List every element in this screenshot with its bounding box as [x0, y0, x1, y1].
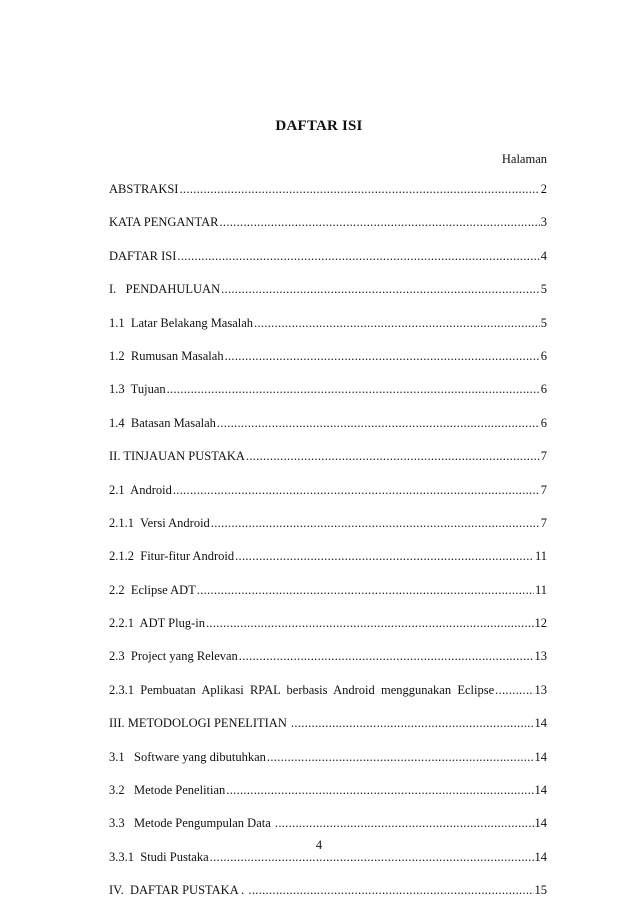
- toc-entry-label: ABSTRAKSI: [109, 182, 179, 196]
- toc-dot-leader: [235, 549, 534, 564]
- toc-dot-leader: [221, 282, 540, 297]
- toc-entry-page: 2: [540, 182, 547, 196]
- toc-entry: [109, 182, 547, 215]
- toc-entry-label: 2.2 Eclipse ADT: [109, 582, 196, 597]
- toc-entry: [109, 483, 547, 516]
- toc-entry: [109, 649, 547, 682]
- toc-entry-label: 2.1.1 Versi Android: [109, 515, 210, 530]
- toc-entry-page: 5: [540, 282, 547, 297]
- toc-entry-label: II. TINJAUAN PUSTAKA: [109, 449, 245, 464]
- toc-dot-leader: [246, 449, 540, 464]
- toc-entry: [109, 850, 547, 883]
- toc-entry-page: 6: [540, 348, 547, 363]
- toc-entry: [109, 583, 547, 616]
- toc-dot-leader: [254, 316, 540, 331]
- toc-entry-label: I. PENDAHULUAN: [109, 282, 221, 297]
- toc-entry-page: 14: [534, 783, 547, 798]
- toc-dot-leader: [495, 683, 533, 698]
- page-column-header: Halaman: [501, 152, 547, 166]
- toc-dot-leader: [197, 583, 534, 598]
- toc-dot-leader: [219, 215, 539, 230]
- toc-entry-page: 5: [540, 315, 547, 330]
- toc-entry-label: 1.4 Batasan Masalah: [109, 415, 216, 430]
- toc-entry-label: IV. DAFTAR PUSTAKA .: [109, 883, 248, 898]
- toc-dot-leader: [217, 416, 540, 431]
- toc-entry: [109, 215, 547, 248]
- toc-entry-label: 2.1.2 Fitur-fitur Android: [109, 549, 235, 564]
- toc-entry-page: 13: [534, 649, 547, 664]
- toc-entry: [109, 416, 547, 449]
- toc-dot-leader: [239, 649, 534, 664]
- toc-dot-leader: [211, 516, 540, 531]
- toc-entry-label: 3.2 Metode Penelitian: [109, 783, 226, 798]
- toc-entry: [109, 750, 547, 783]
- toc-dot-leader: [275, 816, 534, 831]
- toc-entry: [109, 716, 547, 749]
- toc-entry: [109, 549, 547, 582]
- toc-dot-leader: [225, 349, 540, 364]
- toc-entry: [109, 349, 547, 382]
- toc-entry-label: 1.1 Latar Belakang Masalah: [109, 315, 254, 330]
- toc-entry: [109, 883, 547, 916]
- toc-entry-label: 3.3.1 Studi Pustaka: [109, 849, 209, 864]
- toc-entry-page: 13: [534, 682, 547, 697]
- table-of-contents: [109, 182, 547, 917]
- toc-entry-label: 2.1 Android: [109, 482, 172, 497]
- toc-entry: [109, 616, 547, 649]
- toc-entry-page: 15: [534, 883, 547, 898]
- toc-entry: [109, 449, 547, 482]
- toc-entry-page: 14: [534, 749, 547, 764]
- toc-entry-page: 11: [534, 582, 547, 597]
- toc-entry-page: 7: [540, 482, 547, 497]
- toc-dot-leader: [173, 483, 540, 498]
- toc-entry-label: III. METODOLOGI PENELITIAN: [109, 716, 290, 731]
- toc-entry-label: 1.2 Rumusan Masalah: [109, 348, 224, 363]
- toc-dot-leader: [248, 883, 533, 898]
- toc-dot-leader: [206, 616, 534, 631]
- toc-entry: [109, 249, 547, 282]
- toc-entry-page: 14: [534, 716, 547, 731]
- toc-entry-label: 3.1 Software yang dibutuhkan: [109, 749, 266, 764]
- toc-entry-page: 7: [540, 449, 547, 464]
- toc-entry-label: 2.2.1 ADT Plug-in: [109, 616, 205, 631]
- toc-entry-page: 14: [534, 849, 547, 864]
- page-title: DAFTAR ISI: [275, 118, 363, 134]
- toc-entry-label: 1.3 Tujuan: [109, 382, 166, 397]
- toc-entry-page: 6: [540, 382, 547, 397]
- toc-entry: [109, 783, 547, 816]
- toc-entry-page: 6: [540, 415, 547, 430]
- toc-entry: [109, 382, 547, 415]
- toc-entry-page: 4: [540, 248, 547, 263]
- toc-entry: [109, 516, 547, 549]
- toc-dot-leader: [267, 750, 534, 765]
- toc-dot-leader: [226, 783, 533, 798]
- toc-dot-leader: [291, 716, 534, 731]
- toc-entry: [109, 683, 547, 716]
- toc-entry: [109, 282, 547, 315]
- page-number: 4: [315, 838, 323, 852]
- toc-entry-label: KATA PENGANTAR: [109, 215, 219, 230]
- toc-entry-page: 3: [540, 215, 547, 230]
- toc-entry-page: 14: [534, 816, 547, 831]
- toc-entry-page: 12: [534, 616, 547, 631]
- toc-dot-leader: [177, 249, 539, 264]
- toc-entry-page: 7: [540, 515, 547, 530]
- toc-entry-page: 11: [534, 549, 547, 564]
- toc-entry-label: 3.3 Metode Pengumpulan Data: [109, 816, 274, 831]
- toc-entry-label: 2.3.1 Pembuatan Aplikasi RPAL berbasis Android menggunakan Eclipse: [109, 682, 495, 697]
- toc-entry-label: 2.3 Project yang Relevan: [109, 649, 238, 664]
- toc-dot-leader: [167, 382, 540, 397]
- toc-entry-label: DAFTAR ISI: [109, 248, 177, 263]
- toc-dot-leader: [179, 182, 539, 197]
- toc-entry: [109, 316, 547, 349]
